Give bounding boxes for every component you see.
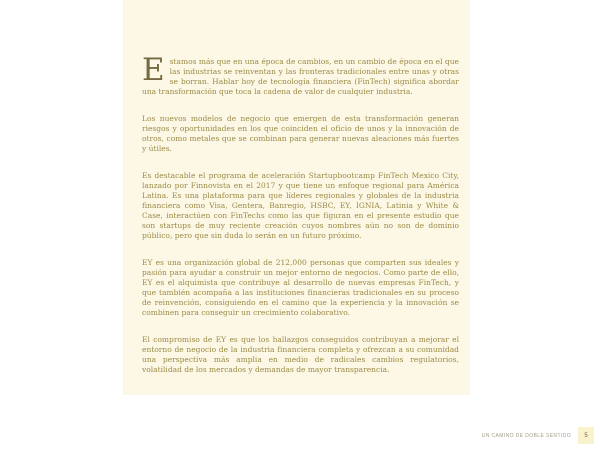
footer-running-title: UN CAMINO DE DOBLE SENTIDO <box>481 432 571 439</box>
dropcap-letter: E <box>142 52 165 88</box>
body-paragraph-4: EY es una organización global de 212,000 personas que comparten sus ideales y pasión para ayudar a construir un mejor entorno de negocios. Como parte de ello, EY es el alquimista que contribuye al desarrollo de nuevas empresas FinTech, y que también acompaña a las instituciones financieras tradicionales en su proceso de reinvención, consiguiendo en el camino que la experiencia y la innovación se combinen para conseguir un crecimiento colaborativo. <box>142 258 459 317</box>
body-paragraph-2: Los nuevos modelos de negocio que emergen de esta transformación generan riesgos y oportunidades en los que coinciden el oficio de unos y la innovación de otros, como metales que se combinan para generar nuevas aleaciones más fuertes y útiles. <box>142 114 459 153</box>
page-number-badge <box>578 427 594 444</box>
body-paragraph-1 <box>142 52 459 97</box>
body-paragraph-3: Es destacable el programa de aceleración Startupbootcamp FinTech Mexico City, lanzado por Finnovista en el 2017 y que tiene un enfoque regional para América Latina. Es una plataforma para que líderes regionales y globales de la industria financiera como Visa, Gentera, Banregio, HSBC, EY, IGNIA, Latinia y White & Case, interactúen con FinTechs como las que figuran en el presente estudio que son startups de muy reciente creación cuyos nombres aún no son de dominio público, pero que sin duda lo serán en un futuro próximo. <box>142 171 459 240</box>
body-paragraph-1-text: stamos más que en una época de cambios, en un cambio de época en el que las industrias se reinventan y las fronteras tradicionales entre unas y otras se borran. Hablar hoy de tecnología financiera (FinTech) significa abordar una transformación que toca la cadena de valor de cualquier industria. <box>142 57 459 96</box>
document-sheet <box>123 0 470 395</box>
body-paragraph-5: El compromiso de EY es que los hallazgos conseguidos contribuyan a mejorar el entorno de negocio de la industria financiera completa y ofrezcan a su comunidad una perspectiva más amplia en medio de radicales cambios regulatorios, volatilidad de los mercados y demandas de mayor transparencia. <box>142 335 459 374</box>
page-footer <box>482 427 594 444</box>
page-number: 5 <box>584 432 588 439</box>
